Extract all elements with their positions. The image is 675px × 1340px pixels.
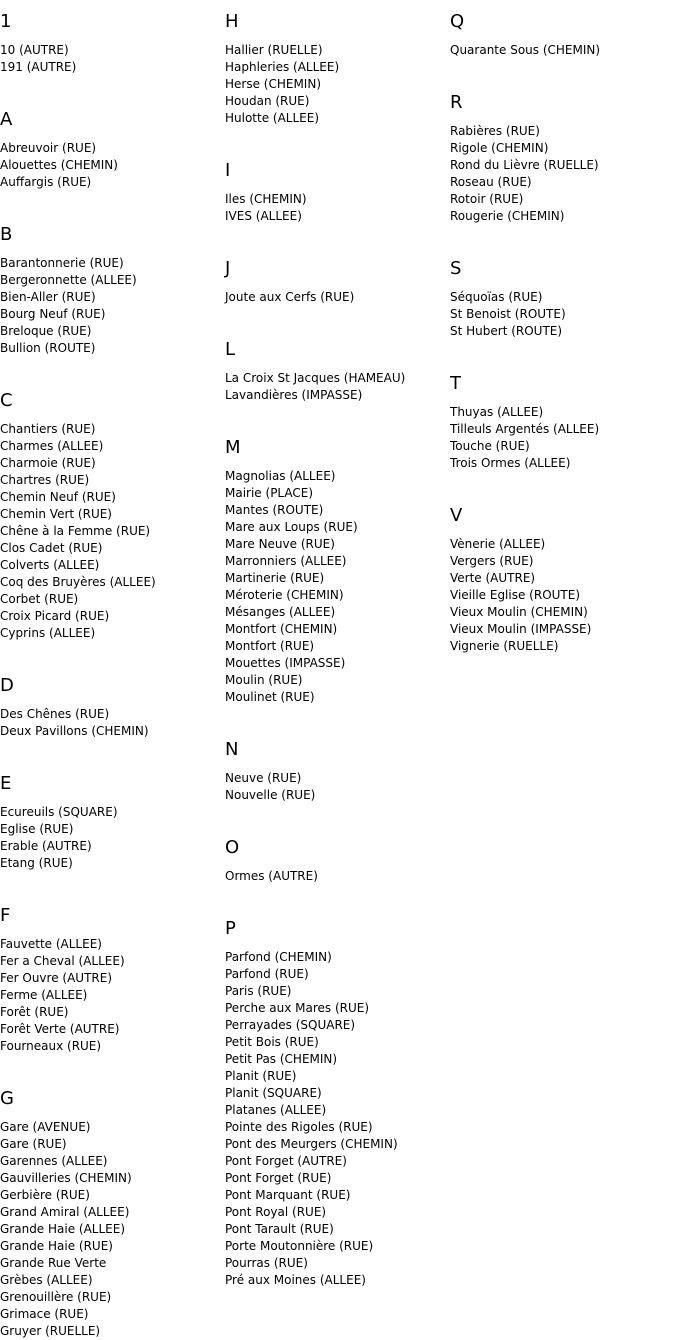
street-link[interactable]: Chartres (RUE) (0, 473, 90, 487)
letter-section (0, 906, 225, 1055)
street-link[interactable]: Croix Picard (RUE) (0, 609, 110, 623)
street-link[interactable]: Marronniers (ALLEE) (225, 554, 347, 568)
street-link[interactable]: Fourneaux (RUE) (0, 1039, 102, 1053)
street-link[interactable]: Mare aux Loups (RUE) (225, 520, 358, 534)
street-link[interactable]: Pont Forget (RUE) (225, 1171, 332, 1185)
street-list (225, 468, 450, 706)
street-link[interactable]: Bourg Neuf (RUE) (0, 307, 106, 321)
street-link[interactable]: Bergeronnette (ALLEE) (0, 273, 137, 287)
section-letter-heading: G (0, 1088, 14, 1109)
street-link[interactable]: Colverts (ALLEE) (0, 558, 100, 572)
street-link[interactable]: Mantes (ROUTE) (225, 503, 324, 517)
section-letter-heading: D (0, 675, 14, 696)
street-link[interactable]: Eglise (RUE) (0, 822, 74, 836)
street-link[interactable]: Paris (RUE) (225, 984, 292, 998)
street-link[interactable]: Bullion (ROUTE) (0, 341, 96, 355)
street-link[interactable]: Gauvilleries (CHEMIN) (0, 1171, 132, 1185)
street-link[interactable]: Grande Rue Verte (0, 1256, 107, 1270)
street-link[interactable]: Tilleuls Argentés (ALLEE) (450, 422, 600, 436)
street-link[interactable]: Parfond (RUE) (225, 967, 309, 981)
street-link[interactable]: Pont Royal (RUE) (225, 1205, 327, 1219)
street-link[interactable]: Abreuvoir (RUE) (0, 141, 97, 155)
street-link[interactable]: Touche (RUE) (450, 439, 530, 453)
street-link[interactable]: Moulinet (RUE) (225, 690, 315, 704)
section-letter-heading: P (225, 918, 236, 939)
street-link[interactable]: Perrayades (SQUARE) (225, 1018, 356, 1032)
street-link[interactable]: St Hubert (ROUTE) (450, 324, 563, 338)
street-link[interactable]: Ormes (AUTRE) (225, 869, 318, 883)
street-link[interactable]: Charmoie (RUE) (0, 456, 96, 470)
street-link[interactable]: Pont Forget (AUTRE) (225, 1154, 347, 1168)
street-link[interactable]: Pont Tarault (RUE) (225, 1222, 334, 1236)
letter-section (450, 93, 675, 225)
index-column (0, 0, 225, 1340)
section-letter-heading: V (450, 505, 463, 526)
street-link[interactable]: Bien-Aller (RUE) (0, 290, 96, 304)
street-link[interactable]: Neuve (RUE) (225, 771, 302, 785)
street-link[interactable]: Vènerie (ALLEE) (450, 537, 546, 551)
street-link[interactable]: Mésanges (ALLEE) (225, 605, 336, 619)
street-link[interactable]: Herse (CHEMIN) (225, 77, 322, 91)
street-link[interactable]: Thuyas (ALLEE) (450, 405, 544, 419)
street-link[interactable]: Joute aux Cerfs (RUE) (225, 290, 355, 304)
letter-section (0, 676, 225, 740)
street-list (0, 421, 225, 642)
street-link[interactable]: Grèbes (ALLEE) (0, 1273, 93, 1287)
street-link[interactable]: Magnolias (ALLEE) (225, 469, 336, 483)
street-list (0, 255, 225, 357)
street-list (0, 140, 225, 191)
street-link[interactable]: Erable (AUTRE) (0, 839, 92, 853)
street-link[interactable]: Porte Moutonnière (RUE) (225, 1239, 374, 1253)
street-link[interactable]: Gerbière (RUE) (0, 1188, 90, 1202)
street-link[interactable]: Gruyer (RUELLE) (0, 1324, 101, 1338)
street-link[interactable]: Gare (RUE) (0, 1137, 67, 1151)
street-link[interactable]: Chêne à la Femme (RUE) (0, 524, 151, 538)
street-link[interactable]: Vieux Moulin (IMPASSE) (450, 622, 592, 636)
street-link[interactable]: Petit Bois (RUE) (225, 1035, 319, 1049)
street-link[interactable]: Haphleries (ALLEE) (225, 60, 340, 74)
street-link[interactable]: Planit (RUE) (225, 1069, 297, 1083)
street-link[interactable]: Fauvette (ALLEE) (0, 937, 102, 951)
street-link[interactable]: Fer Ouvre (AUTRE) (0, 971, 113, 985)
street-list (225, 770, 450, 804)
street-list (225, 191, 450, 225)
section-letter-heading: M (225, 437, 241, 458)
letter-section (225, 919, 450, 1289)
letter-section (225, 259, 450, 306)
section-letter-heading: B (0, 224, 13, 245)
street-link[interactable]: Rabières (RUE) (450, 124, 540, 138)
street-link[interactable]: La Croix St Jacques (HAMEAU) (225, 371, 406, 385)
street-list (450, 123, 675, 225)
street-link[interactable]: Hallier (RUELLE) (225, 43, 323, 57)
section-letter-heading: T (450, 373, 461, 394)
letter-section (0, 774, 225, 872)
street-link[interactable]: Rond du Lièvre (RUELLE) (450, 158, 599, 172)
street-link[interactable]: Planit (SQUARE) (225, 1086, 322, 1100)
street-link[interactable]: Forêt (RUE) (0, 1005, 69, 1019)
street-list (0, 804, 225, 872)
street-link[interactable]: Breloque (RUE) (0, 324, 92, 338)
street-link[interactable]: Pont Marquant (RUE) (225, 1188, 351, 1202)
street-link[interactable]: Roseau (RUE) (450, 175, 532, 189)
letter-section (450, 374, 675, 472)
street-list (225, 42, 450, 127)
street-link[interactable]: Montfort (RUE) (225, 639, 315, 653)
street-list (450, 404, 675, 472)
letter-section (450, 12, 675, 59)
street-link[interactable]: Chemin Vert (RUE) (0, 507, 112, 521)
section-letter-heading: F (0, 905, 11, 926)
street-link[interactable]: Corbet (RUE) (0, 592, 79, 606)
street-list (450, 536, 675, 655)
street-link[interactable]: Auffargis (RUE) (0, 175, 92, 189)
street-link[interactable]: Gare (AVENUE) (0, 1120, 91, 1134)
street-link[interactable]: Iles (CHEMIN) (225, 192, 307, 206)
street-list (450, 289, 675, 340)
street-link[interactable]: Des Chênes (RUE) (0, 707, 110, 721)
street-link[interactable]: Coq des Bruyères (ALLEE) (0, 575, 156, 589)
letter-section (0, 1089, 225, 1340)
street-link[interactable]: Verte (AUTRE) (450, 571, 536, 585)
street-link[interactable]: Ferme (ALLEE) (0, 988, 88, 1002)
section-letter-heading: L (225, 339, 236, 360)
street-list (0, 1119, 225, 1340)
street-link[interactable]: Méroterie (CHEMIN) (225, 588, 344, 602)
street-link[interactable]: Vergers (RUE) (450, 554, 534, 568)
street-link[interactable]: IVES (ALLEE) (225, 209, 302, 223)
section-letter-heading: A (0, 109, 13, 130)
street-link[interactable]: Cyprins (ALLEE) (0, 626, 96, 640)
street-link[interactable]: Mare Neuve (RUE) (225, 537, 335, 551)
letter-section (0, 225, 225, 357)
section-letter-heading: S (450, 258, 462, 279)
street-link[interactable]: Quarante Sous (CHEMIN) (450, 43, 601, 57)
street-link[interactable]: Vieux Moulin (CHEMIN) (450, 605, 588, 619)
street-link[interactable]: Ecureuils (SQUARE) (0, 805, 118, 819)
section-letter-heading: Q (450, 11, 465, 32)
street-link[interactable]: Martinerie (RUE) (225, 571, 325, 585)
letter-section (225, 740, 450, 804)
street-link[interactable]: Petit Pas (CHEMIN) (225, 1052, 338, 1066)
street-list (225, 868, 450, 885)
street-list (450, 42, 675, 59)
letter-section (450, 259, 675, 340)
street-link[interactable]: Séquoïas (RUE) (450, 290, 543, 304)
section-letter-heading: J (225, 258, 231, 279)
section-letter-heading: C (0, 390, 13, 411)
street-link[interactable]: Deux Pavillons (CHEMIN) (0, 724, 149, 738)
street-link[interactable]: Grande Haie (ALLEE) (0, 1222, 126, 1236)
street-link[interactable]: Lavandières (IMPASSE) (225, 388, 363, 402)
street-link[interactable]: Moulin (RUE) (225, 673, 303, 687)
street-list (225, 370, 450, 404)
street-link[interactable]: Pourras (RUE) (225, 1256, 308, 1270)
letter-section (0, 12, 225, 76)
street-link[interactable]: Pré aux Moines (ALLEE) (225, 1273, 366, 1287)
street-link[interactable]: Parfond (CHEMIN) (225, 950, 332, 964)
street-link[interactable]: Trois Ormes (ALLEE) (450, 456, 571, 470)
street-link[interactable]: Pont des Meurgers (CHEMIN) (225, 1137, 398, 1151)
street-list (0, 706, 225, 740)
street-link[interactable]: Montfort (CHEMIN) (225, 622, 338, 636)
letter-section (225, 340, 450, 404)
street-link[interactable]: Garennes (ALLEE) (0, 1154, 108, 1168)
letter-section (450, 506, 675, 655)
street-link[interactable]: 191 (AUTRE) (0, 60, 77, 74)
street-link[interactable]: Pointe des Rigoles (RUE) (225, 1120, 373, 1134)
street-link[interactable]: Charmes (ALLEE) (0, 439, 104, 453)
letter-section (225, 161, 450, 225)
section-letter-heading: N (225, 739, 239, 760)
street-link[interactable]: Hulotte (ALLEE) (225, 111, 320, 125)
index-column (450, 0, 675, 655)
street-list (225, 289, 450, 306)
street-link[interactable]: Rotoir (RUE) (450, 192, 524, 206)
street-link[interactable]: Etang (RUE) (0, 856, 73, 870)
letter-section (0, 391, 225, 642)
street-link[interactable]: Grand Amiral (ALLEE) (0, 1205, 130, 1219)
letter-section (0, 110, 225, 191)
index-column (225, 0, 450, 1289)
street-link[interactable]: Grimace (RUE) (0, 1307, 89, 1321)
street-link[interactable]: 10 (AUTRE) (0, 43, 69, 57)
street-link[interactable]: Rougerie (CHEMIN) (450, 209, 565, 223)
street-list (0, 42, 225, 76)
section-letter-heading: 1 (0, 11, 12, 32)
street-link[interactable]: Vieille Eglise (ROUTE) (450, 588, 581, 602)
street-link[interactable]: Platanes (ALLEE) (225, 1103, 327, 1117)
street-link[interactable]: Vignerie (RUELLE) (450, 639, 559, 653)
street-link[interactable]: Forêt Verte (AUTRE) (0, 1022, 120, 1036)
street-link[interactable]: Chemin Neuf (RUE) (0, 490, 116, 504)
street-list (0, 936, 225, 1055)
letter-section (225, 438, 450, 706)
letter-section (225, 12, 450, 127)
street-link[interactable]: Houdan (RUE) (225, 94, 310, 108)
section-letter-heading: O (225, 837, 240, 858)
section-letter-heading: R (450, 92, 463, 113)
street-link[interactable]: Mouettes (IMPASSE) (225, 656, 346, 670)
street-link[interactable]: Mairie (PLACE) (225, 486, 314, 500)
street-link[interactable]: Perche aux Mares (RUE) (225, 1001, 370, 1015)
street-link[interactable]: Grande Haie (RUE) (0, 1239, 113, 1253)
letter-section (225, 838, 450, 885)
street-list (225, 949, 450, 1289)
street-link[interactable]: Rigole (CHEMIN) (450, 141, 549, 155)
street-link[interactable]: Alouettes (CHEMIN) (0, 158, 118, 172)
street-link[interactable]: Chantiers (RUE) (0, 422, 96, 436)
street-link[interactable]: St Benoist (ROUTE) (450, 307, 566, 321)
street-link[interactable]: Clos Cadet (RUE) (0, 541, 103, 555)
street-link[interactable]: Barantonnerie (RUE) (0, 256, 124, 270)
section-letter-heading: I (225, 160, 231, 181)
section-letter-heading: H (225, 11, 239, 32)
street-link[interactable]: Grenouillère (RUE) (0, 1290, 112, 1304)
street-link[interactable]: Nouvelle (RUE) (225, 788, 316, 802)
section-letter-heading: E (0, 773, 12, 794)
street-link[interactable]: Fer a Cheval (ALLEE) (0, 954, 125, 968)
